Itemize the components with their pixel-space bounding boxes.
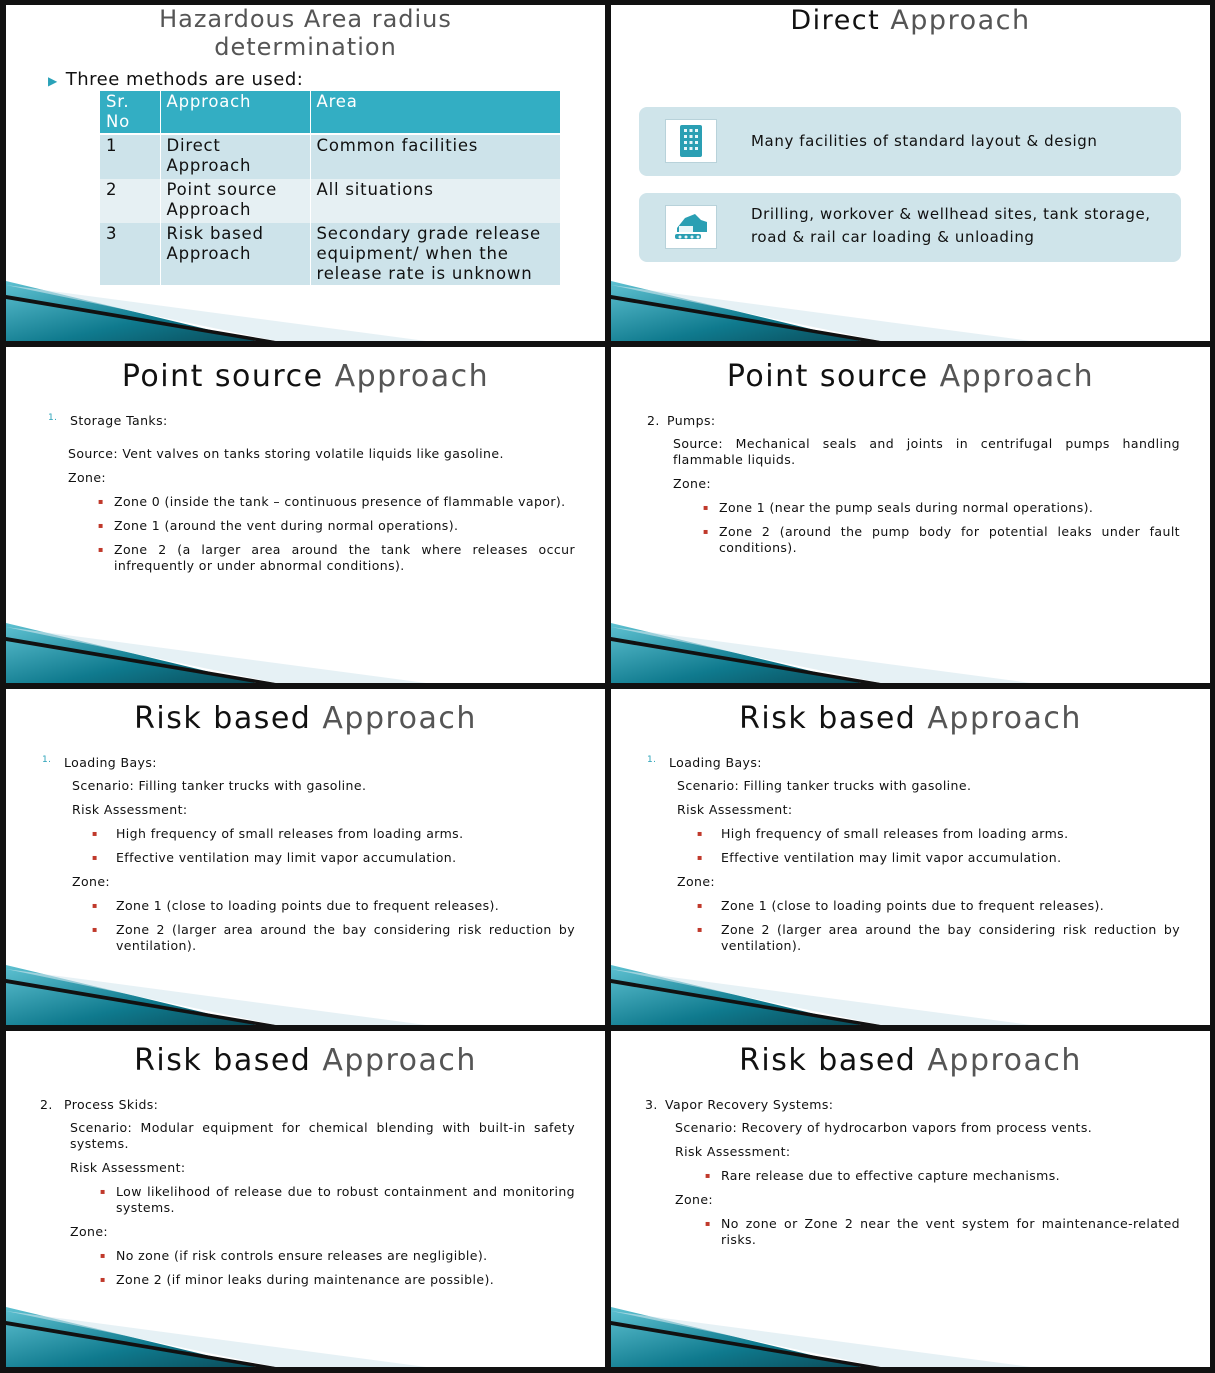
slide-title: Point source Approach [726,359,1095,394]
triangle-bullet-icon: ▶ [48,74,58,88]
table-cell: 2 [100,179,160,223]
zone-label: Zone: [70,1224,109,1239]
scenario-text: Scenario: Recovery of hydrocarbon vapors from process vents. [675,1120,1093,1135]
table-cell: 3 [100,223,160,285]
item-heading: Vapor Recovery Systems: [665,1097,834,1112]
table-row [100,223,561,285]
item-number: 2. [647,413,660,428]
slide-title: Direct Approach [790,5,1031,36]
swoosh-decoration [6,281,605,341]
zone-item: ▪ No zone (if risk controls ensure releases are negligible). [40,1248,575,1264]
methods-table [100,91,561,285]
item-heading: Storage Tanks: [70,413,168,428]
tanker-truck-icon [665,205,717,249]
slide-body [645,1097,1180,1256]
scenario-text: Scenario: Filling tanker trucks with gasoline. [677,778,972,793]
scenario-text: Scenario: Modular equipment for chemical blending with built-in safety systems. [70,1120,575,1151]
zone-label: Zone: [673,476,712,491]
zone-item: ▪ Zone 1 (around the vent during normal operations). [38,518,575,534]
slide-direct-approach [611,5,1210,341]
slide-body [38,413,575,582]
slide-point-source-pumps [611,347,1210,683]
zone-item: ▪ Zone 0 (inside the tank – continuous presence of flammable vapor). [38,494,575,510]
slide-body [637,755,1180,962]
list-item [643,413,1180,428]
slide-risk-vapor-recovery [611,1031,1210,1367]
table-cell: Direct Approach [160,134,310,179]
table-cell: 1 [100,134,160,179]
item-number: 1. [42,755,52,765]
zone-label: Zone: [677,874,716,889]
table-row [100,179,561,223]
zone-item: ▪ Zone 1 (near the pump seals during normal operations). [643,500,1180,516]
zone-item: ▪ Zone 2 (larger area around the bay considering risk reduction by ventilation). [637,922,1180,954]
slide-title: Risk based Approach [134,1043,477,1078]
slide-title: Risk based Approach [739,701,1082,736]
bullet-three-methods: ▶ Three methods are used: [48,69,304,90]
item-number: 2. [40,1097,53,1112]
slide-body [32,755,575,962]
zone-label: Zone: [675,1192,714,1207]
slide-risk-process-skids [6,1031,605,1367]
slide-risk-loading-bays [6,689,605,1025]
table-cell: Common facilities [310,134,561,179]
zone-item: ▪ Zone 2 (around the pump body for potential leaks under fault conditions). [643,524,1180,556]
item-heading: Loading Bays: [64,755,157,770]
zone-label: Zone: [68,470,107,485]
table-header: Approach [160,91,310,134]
scenario-text: Scenario: Filling tanker trucks with gasoline. [72,778,367,793]
risk-item: ▪ High frequency of small releases from loading arms. [637,826,1180,842]
slide-point-source-tanks [6,347,605,683]
card-text: Drilling, workover & wellhead sites, tank storage, road & rail car loading & unloading [751,205,1151,246]
risk-label: Risk Assessment: [675,1144,791,1159]
slide-title: Risk based Approach [739,1043,1082,1078]
swoosh-decoration [6,623,605,683]
item-number: 1. [48,413,58,423]
card-text: Many facilities of standard layout & design [751,132,1098,150]
table-row [100,134,561,179]
risk-label: Risk Assessment: [72,802,188,817]
source-text: Source: Vent valves on tanks storing volatile liquids like gasoline. [68,446,504,461]
risk-item: ▪ Effective ventilation may limit vapor accumulation. [32,850,575,866]
card-standard-layout [639,107,1181,176]
slide-title: Hazardous Area radius determination [159,5,452,61]
slide-risk-loading-bays-copy [611,689,1210,1025]
item-number: 1. [647,755,657,765]
zone-item: ▪ Zone 2 (a larger area around the tank where releases occur infrequently or under abnormal conditions). [38,542,575,574]
risk-label: Risk Assessment: [70,1160,186,1175]
item-heading: Loading Bays: [669,755,762,770]
list-item [637,755,1180,770]
table-header: Area [310,91,561,134]
risk-label: Risk Assessment: [677,802,793,817]
list-item [32,755,575,770]
table-cell: All situations [310,179,561,223]
swoosh-decoration [611,1307,1210,1367]
slide-body [40,1097,575,1296]
card-drilling-sites [639,193,1181,262]
zone-item: ▪ Zone 2 (if minor leaks during maintenance are possible). [40,1272,575,1288]
swoosh-decoration [611,281,1210,341]
slide-title: Risk based Approach [134,701,477,736]
table-cell: Secondary grade release equipment/ when the release rate is unknown [310,223,561,285]
swoosh-decoration [6,1307,605,1367]
list-item [40,1097,575,1112]
table-cell: Risk based Approach [160,223,310,285]
list-item [645,1097,1180,1112]
table-cell: Point source Approach [160,179,310,223]
table-header: Sr. No [100,91,160,134]
zone-item: ▪ Zone 2 (larger area around the bay considering risk reduction by ventilation). [32,922,575,954]
swoosh-decoration [611,623,1210,683]
item-heading: Process Skids: [64,1097,159,1112]
slide-hazardous-area [6,5,605,341]
building-icon [665,119,717,163]
risk-item: ▪ Effective ventilation may limit vapor accumulation. [637,850,1180,866]
zone-item: ▪ No zone or Zone 2 near the vent system for maintenance-related risks. [645,1216,1180,1248]
item-heading: Pumps: [667,413,716,428]
zone-item: ▪ Zone 1 (close to loading points due to frequent releases). [637,898,1180,914]
risk-item: ▪ Rare release due to effective capture mechanisms. [645,1168,1180,1184]
slide-body [643,413,1180,564]
zone-label: Zone: [72,874,111,889]
list-item [38,413,575,428]
swoosh-decoration [6,965,605,1025]
item-number: 3. [645,1097,658,1112]
risk-item: ▪ High frequency of small releases from loading arms. [32,826,575,842]
source-text: Source: Mechanical seals and joints in centrifugal pumps handling flammable liquids. [673,436,1180,467]
risk-item: ▪ Low likelihood of release due to robust containment and monitoring systems. [40,1184,575,1216]
slide-title: Point source Approach [121,359,490,394]
zone-item: ▪ Zone 1 (close to loading points due to frequent releases). [32,898,575,914]
swoosh-decoration [611,965,1210,1025]
